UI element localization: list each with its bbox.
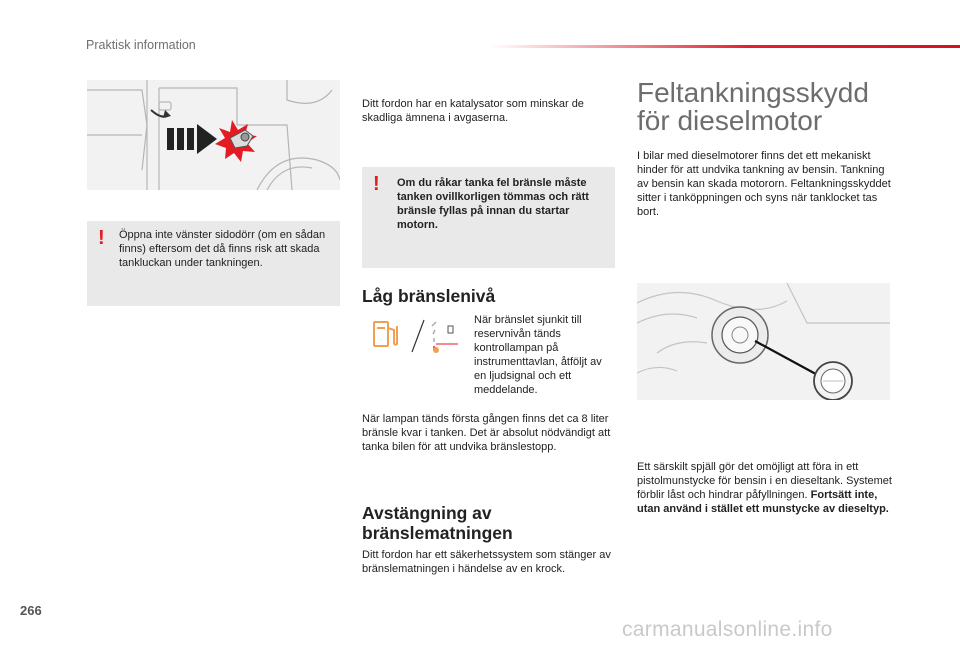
misfuel-intro: I bilar med dieselmotorer finns det ett mekaniskt hinder för att undvika tankning av bensin. Tankning av bensin kan skada motororn. Feltankningsskyddet sitter i tanköppningen och syns när tanklocket tas bort. <box>637 150 891 218</box>
misfuel-flap-text <box>637 460 895 516</box>
fuel-cutoff-heading <box>362 503 513 543</box>
watermark: carmanualsonline.info <box>622 618 833 641</box>
fuel-gauge-illustration <box>370 312 462 356</box>
fuel-warning-text: Om du råkar tanka fel bränsle måste tanken ovillkorligen tömmas och rätt bränsle fyllas på innan du startar motorn. <box>397 177 589 231</box>
fuel-cutoff-body: Ditt fordon har ett säkerhetssystem som stänger av bränslematningen i händelse av en krock. <box>362 549 611 575</box>
page-number: 266 <box>20 603 42 618</box>
misfuel-title <box>637 79 869 135</box>
misfuel-flap-body: Ett särskilt spjäll gör det omöjligt att föra in ett pistolmunstycke för bensin i en dieseltank. Systemet förblir låst och hindrar påfyllningen. <box>637 461 892 501</box>
low-fuel-heading: Låg bränslenivå <box>362 286 496 306</box>
low-fuel-body: När lampan tänds första gången finns det ca 8 liter bränsle kvar i tanken. Det är absolut nödvändigt att tanka bilen för att undvika bränslestopp. <box>362 413 611 453</box>
header-accent-bar <box>490 45 960 48</box>
fuel-gauge-icon <box>432 322 458 353</box>
catalyst-text: Ditt fordon har en katalysator som minskar de skadliga ämnena i avgaserna. <box>362 98 584 124</box>
fuel-cutoff-heading-line1: Avstängning av <box>362 503 492 523</box>
warning-exclamation-icon: ! <box>373 173 380 195</box>
anti-misfuel-flap-icon <box>814 362 852 400</box>
misfuel-title-line1: Feltankningsskydd <box>637 77 869 108</box>
section-header: Praktisk information <box>86 38 196 52</box>
van-side-drawing <box>87 80 340 190</box>
filler-cap-icon <box>712 307 768 363</box>
misfuel-title-line2: för dieselmotor <box>637 105 823 136</box>
burst-icon <box>215 120 257 162</box>
door-warning-box <box>87 221 340 306</box>
fuel-cutoff-heading-line2: bränslematningen <box>362 523 513 543</box>
fuel-flap-illustration <box>87 80 340 190</box>
filler-neck-illustration <box>637 283 890 400</box>
fuel-pump-icon <box>374 322 397 346</box>
fuel-warning-box <box>362 167 615 268</box>
warning-exclamation-icon: ! <box>98 227 105 249</box>
misfuel-flap-bold: Fortsätt inte, utan använd i stället ett munstycke av dieseltyp. <box>637 489 889 515</box>
arrow-icon <box>167 124 217 154</box>
door-warning-text: Öppna inte vänster sidodörr (om en sådan finns) eftersom det då finns risk att skada tankluckan under tankningen. <box>119 229 326 269</box>
filler-neck-drawing <box>637 283 890 400</box>
low-fuel-icon-text: När bränslet sjunkit till reservnivån tänds kontrollampan på instrumenttavlan, åtföljt av en ljudsignal och ett meddelande. <box>474 314 602 396</box>
